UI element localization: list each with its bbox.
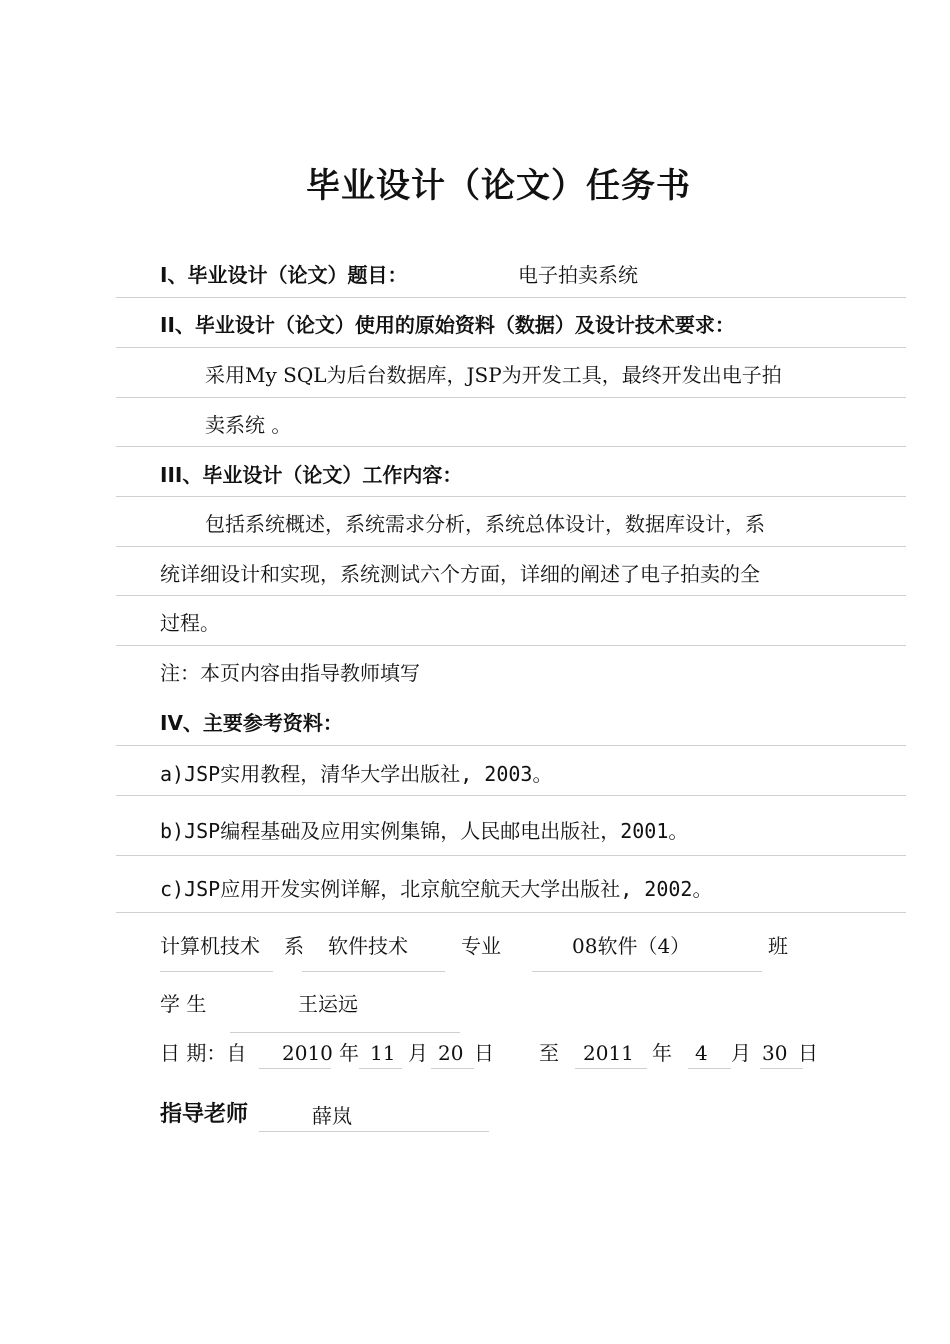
department-suffix: 系 (284, 934, 304, 958)
divider (116, 595, 906, 596)
month-unit: 月 (408, 1041, 428, 1065)
divider (116, 912, 906, 913)
day-unit: 日 (798, 1041, 818, 1065)
start-year-underline (259, 1068, 331, 1069)
year-unit: 年 (339, 1041, 359, 1065)
requirements-line: 卖系统 。 (205, 413, 292, 437)
work-content-label: III、毕业设计（论文）工作内容： (160, 463, 463, 487)
work-content-line: 包括系统概述，系统需求分析，系统总体设计，数据库设计，系 (205, 512, 765, 536)
divider (116, 745, 906, 746)
class-suffix: 班 (768, 934, 788, 958)
student-name: 王运远 (298, 992, 358, 1016)
reference-item: b)JSP编程基础及应用实例集锦，人民邮电出版社，2001。 (160, 819, 689, 843)
divider (116, 795, 906, 796)
topic-value: 电子拍卖系统 (518, 263, 638, 287)
page-title: 毕业设计（论文）任务书 (306, 166, 691, 206)
date-label: 日 期：自 (160, 1041, 247, 1065)
class-value: 08软件（4） (572, 934, 691, 958)
class-underline (532, 971, 762, 972)
major-value: 软件技术 (328, 934, 408, 958)
student-underline (230, 1032, 460, 1033)
major-suffix: 专业 (461, 934, 501, 958)
divider (116, 496, 906, 497)
month-unit: 月 (731, 1041, 751, 1065)
divider (116, 397, 906, 398)
divider (116, 347, 906, 348)
references-label: IV、主要参考资料： (160, 711, 343, 735)
reference-item: c)JSP应用开发实例详解，北京航空航天大学出版社, 2002。 (160, 877, 713, 901)
divider (116, 645, 906, 646)
start-month-underline (359, 1068, 402, 1069)
department-underline (160, 971, 273, 972)
requirements-line: 采用My SQL为后台数据库，JSP为开发工具，最终开发出电子拍 (205, 363, 782, 387)
divider (116, 297, 906, 298)
start-day-underline (431, 1068, 474, 1069)
start-month: 11 (370, 1041, 396, 1065)
major-underline (302, 971, 445, 972)
end-year: 2011 (583, 1041, 634, 1065)
end-year-underline (575, 1068, 647, 1069)
start-day: 20 (438, 1041, 464, 1065)
year-unit: 年 (652, 1041, 672, 1065)
advisor-underline (259, 1131, 489, 1132)
work-content-line: 过程。 (160, 611, 220, 635)
end-month: 4 (695, 1041, 708, 1065)
divider (116, 546, 906, 547)
department-value: 计算机技术 (160, 934, 260, 958)
work-content-line: 统详细设计和实现，系统测试六个方面，详细的阐述了电子拍卖的全 (160, 562, 760, 586)
note-text: 注：本页内容由指导教师填写 (160, 661, 420, 685)
requirements-label: II、毕业设计（论文）使用的原始资料（数据）及设计技术要求： (160, 313, 735, 337)
end-day: 30 (762, 1041, 788, 1065)
reference-item: a)JSP实用教程，清华大学出版社, 2003。 (160, 762, 553, 786)
advisor-name: 薛岚 (312, 1104, 352, 1128)
start-year: 2010 (282, 1041, 333, 1065)
topic-label: I、毕业设计（论文）题目： (160, 263, 408, 287)
divider (116, 855, 906, 856)
advisor-label: 指导老师 (160, 1102, 249, 1127)
divider (116, 446, 906, 447)
to-label: 至 (539, 1041, 559, 1065)
student-label: 学 生 (160, 992, 207, 1016)
day-unit: 日 (474, 1041, 494, 1065)
end-day-underline (760, 1068, 803, 1069)
end-month-underline (688, 1068, 731, 1069)
